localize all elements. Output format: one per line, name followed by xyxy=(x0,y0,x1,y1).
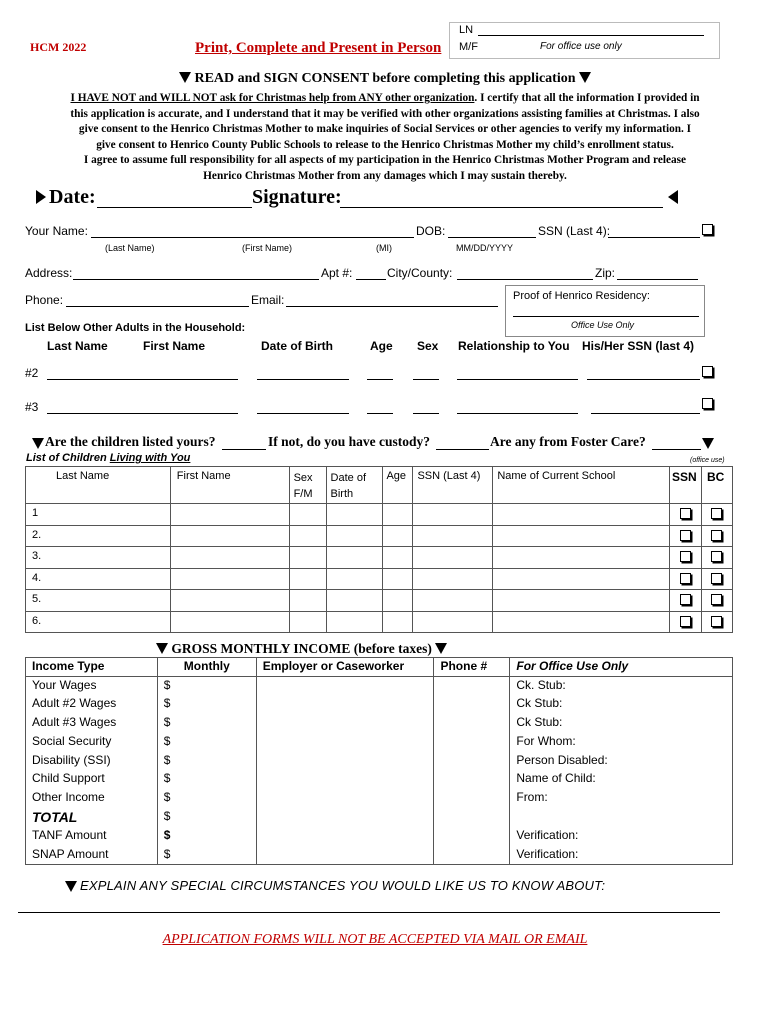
child-ssn-cell[interactable] xyxy=(413,568,493,590)
child-dob-cell[interactable] xyxy=(326,590,383,612)
child-ssn-checkbox[interactable] xyxy=(680,508,691,519)
income-employer-cell[interactable] xyxy=(256,714,434,733)
consent-line-4: give consent to Henrico County Public Schools to release to the Henrico Christmas Mother my child’s enrollment status. xyxy=(96,138,674,151)
address-field[interactable] xyxy=(73,279,319,280)
adult-row-label: #2 xyxy=(25,366,39,380)
triangle-down-icon xyxy=(65,880,77,894)
adult-row-label: #3 xyxy=(25,400,39,414)
triangle-down-icon xyxy=(702,437,714,451)
col-office-bc: BC xyxy=(701,467,732,504)
q-custody: If not, do you have custody? xyxy=(268,434,431,449)
child-first-name-cell[interactable] xyxy=(170,504,289,526)
dob-field[interactable] xyxy=(448,237,536,238)
last-name-hint: (Last Name) xyxy=(105,243,155,253)
child-bc-checkbox[interactable] xyxy=(711,508,722,519)
consent-line-1 xyxy=(0,91,770,107)
triangle-left-icon xyxy=(668,190,678,208)
income-office-cell xyxy=(510,733,733,752)
your-name-label: Your Name: xyxy=(25,224,88,238)
income-office-cell xyxy=(510,846,733,865)
office-check-cell xyxy=(669,568,701,590)
city-label: City/County: xyxy=(387,266,453,280)
income-row xyxy=(26,827,733,846)
child-row xyxy=(26,525,733,547)
child-row xyxy=(26,611,733,633)
city-field[interactable] xyxy=(457,279,593,280)
consent-heading-text: READ and SIGN CONSENT before completing this application xyxy=(194,71,576,86)
triangle-right-icon xyxy=(36,190,46,204)
child-school-cell[interactable] xyxy=(493,611,670,633)
child-dob-cell[interactable] xyxy=(326,611,383,633)
q-foster-care: Are any from Foster Care? xyxy=(490,434,646,449)
consent-text xyxy=(0,91,770,184)
child-bc-checkbox[interactable] xyxy=(711,594,722,605)
address-label: Address: xyxy=(25,266,73,280)
child-first-name-cell[interactable] xyxy=(170,568,289,590)
col-school: Name of Current School xyxy=(493,467,670,504)
income-heading-text: GROSS MONTHLY INCOME (before taxes) xyxy=(171,641,432,656)
income-monthly-cell[interactable] xyxy=(157,677,256,696)
child-row-number: 3. xyxy=(32,550,42,562)
adult-2-name-field[interactable] xyxy=(47,379,238,380)
income-monthly-cell-text: $ xyxy=(163,790,171,805)
income-office-cell xyxy=(510,752,733,771)
income-monthly-cell[interactable] xyxy=(157,752,256,771)
office-check-cell xyxy=(669,547,701,569)
ssn-field[interactable] xyxy=(608,237,700,238)
income-type-cell xyxy=(26,846,158,865)
child-bc-checkbox[interactable] xyxy=(711,573,722,584)
adult-3-relationship-field[interactable] xyxy=(457,413,578,414)
income-monthly-cell-text: $ xyxy=(163,696,171,711)
income-col-phone: Phone # xyxy=(434,658,510,677)
income-monthly-cell[interactable] xyxy=(157,695,256,714)
consent-pledge: I HAVE NOT and WILL NOT ask for Christmas help from ANY other organization xyxy=(70,92,475,104)
child-sex-cell[interactable] xyxy=(289,525,326,547)
adult-3-dob-field[interactable] xyxy=(257,413,349,414)
office-use-label: (office use) xyxy=(690,457,725,464)
income-row xyxy=(26,808,733,827)
consent-line-2: this application is accurate, and I understand that it may be verified with other organizations assisting families at Christmas. I also xyxy=(70,107,700,120)
adult-2-age-field[interactable] xyxy=(367,379,393,380)
income-office-cell-text: Verification: xyxy=(516,827,579,842)
child-bc-checkbox[interactable] xyxy=(711,530,722,541)
income-type-cell-text: SNAP Amount xyxy=(32,846,109,861)
child-age-cell[interactable] xyxy=(383,568,413,590)
adult-2-ssn-field[interactable] xyxy=(587,379,700,380)
child-school-cell[interactable] xyxy=(493,568,670,590)
q-children-yours-field[interactable] xyxy=(222,449,266,450)
child-last-name-cell[interactable] xyxy=(26,568,171,590)
triangle-down-icon xyxy=(435,643,447,654)
adults-col-last-name: Last Name xyxy=(47,339,108,353)
income-employer-cell[interactable] xyxy=(256,770,434,789)
income-type-cell xyxy=(26,752,158,771)
child-last-name-cell[interactable] xyxy=(26,590,171,612)
income-employer-cell[interactable] xyxy=(256,677,434,696)
income-row xyxy=(26,677,733,696)
income-employer-cell[interactable] xyxy=(256,808,434,827)
residency-label: Proof of Henrico Residency: xyxy=(513,290,650,302)
col-sex-line2: F/M xyxy=(293,488,313,500)
income-col-office: For Office Use Only xyxy=(510,658,733,677)
income-monthly-cell[interactable] xyxy=(157,846,256,865)
income-office-cell xyxy=(510,770,733,789)
apt-label: Apt #: xyxy=(321,266,353,280)
col-ssn: SSN (Last 4) xyxy=(413,467,493,504)
child-row-number: 5. xyxy=(32,593,42,605)
child-sex-cell[interactable] xyxy=(289,568,326,590)
form-title: Print, Complete and Present in Person xyxy=(195,40,442,56)
date-field[interactable] xyxy=(97,207,252,208)
adult-2-relationship-field[interactable] xyxy=(457,379,578,380)
income-phone-cell[interactable] xyxy=(434,733,510,752)
office-check-cell xyxy=(701,611,732,633)
adult-3-age-field[interactable] xyxy=(367,413,393,414)
signature-field[interactable] xyxy=(340,207,663,208)
income-office-cell-text: From: xyxy=(516,790,548,805)
income-type-cell xyxy=(26,677,158,696)
income-office-cell-text: Ck Stub: xyxy=(516,715,563,730)
col-dob-line1: Date of xyxy=(330,472,366,484)
child-sex-cell[interactable] xyxy=(289,611,326,633)
triangle-down-icon xyxy=(156,643,168,654)
triangle-down-icon xyxy=(32,437,44,451)
adults-col-sex: Sex xyxy=(417,339,439,353)
other-adults-heading: List Below Other Adults in the Household: xyxy=(25,322,246,334)
child-ssn-cell[interactable] xyxy=(413,547,493,569)
adult-2-sex-field[interactable] xyxy=(413,379,439,380)
income-col-type: Income Type xyxy=(26,658,158,677)
income-monthly-cell-text: $ xyxy=(163,733,171,748)
child-age-cell[interactable] xyxy=(383,547,413,569)
q-custody-field[interactable] xyxy=(436,449,489,450)
child-school-cell[interactable] xyxy=(493,547,670,569)
adults-col-relationship: Relationship to You xyxy=(458,339,570,353)
adults-col-first-name: First Name xyxy=(143,339,206,353)
child-sex-cell[interactable] xyxy=(289,590,326,612)
income-office-cell xyxy=(510,827,733,846)
child-row-number: 4. xyxy=(32,571,42,584)
income-type-cell-text: TANF Amount xyxy=(32,827,107,842)
income-employer-cell[interactable] xyxy=(256,733,434,752)
income-phone-cell[interactable] xyxy=(434,714,510,733)
income-monthly-cell-text: $ xyxy=(163,752,171,767)
income-office-cell-text: Verification: xyxy=(516,846,579,861)
col-sex xyxy=(289,467,326,504)
income-type-cell-text: Your Wages xyxy=(32,678,97,692)
income-employer-cell[interactable] xyxy=(256,695,434,714)
child-last-name-cell[interactable] xyxy=(26,611,171,633)
income-type-cell-text: Disability (SSI) xyxy=(32,752,111,767)
income-type-cell-text: Adult #3 Wages xyxy=(32,715,117,730)
zip-field[interactable] xyxy=(617,279,698,280)
income-monthly-cell-text: $ xyxy=(163,771,171,786)
income-phone-cell[interactable] xyxy=(434,846,510,865)
income-monthly-cell[interactable] xyxy=(157,770,256,789)
income-phone-cell[interactable] xyxy=(434,770,510,789)
phone-label: Phone: xyxy=(25,293,64,307)
child-school-cell[interactable] xyxy=(493,504,670,526)
ln-field xyxy=(478,35,704,36)
col-last-name: Last Name xyxy=(26,467,171,504)
income-phone-cell[interactable] xyxy=(434,827,510,846)
income-office-cell-text: For Whom: xyxy=(516,733,576,748)
child-bc-checkbox[interactable] xyxy=(711,551,722,562)
ssn-label: SSN (Last 4): xyxy=(538,224,611,238)
email-label: Email: xyxy=(251,293,285,307)
child-age-cell[interactable] xyxy=(383,504,413,526)
office-check-cell xyxy=(701,547,732,569)
income-employer-cell[interactable] xyxy=(256,789,434,808)
office-check-cell xyxy=(669,525,701,547)
income-phone-cell[interactable] xyxy=(434,789,510,808)
income-monthly-cell[interactable] xyxy=(157,714,256,733)
child-age-cell[interactable] xyxy=(383,611,413,633)
col-sex-line1: Sex xyxy=(293,472,313,484)
col-age: Age xyxy=(383,467,413,504)
child-bc-checkbox[interactable] xyxy=(711,616,722,627)
child-school-cell[interactable] xyxy=(493,590,670,612)
income-type-cell xyxy=(26,808,158,827)
office-use-header-box xyxy=(449,22,720,59)
income-monthly-cell-text: $ xyxy=(163,809,171,824)
col-dob-line2: Birth xyxy=(330,488,354,500)
income-col-monthly: Monthly xyxy=(157,658,256,677)
phone-field[interactable] xyxy=(66,306,249,307)
child-row-number: 2. xyxy=(32,528,42,541)
income-office-cell-text: Person Disabled: xyxy=(516,752,608,767)
income-type-cell-text: Social Security xyxy=(32,733,112,748)
child-row xyxy=(26,547,733,569)
email-field[interactable] xyxy=(286,306,498,307)
col-dob xyxy=(326,467,383,504)
income-monthly-cell-text: $ xyxy=(163,678,171,692)
child-ssn-checkbox[interactable] xyxy=(680,616,691,627)
children-title xyxy=(26,452,190,464)
income-type-cell xyxy=(26,770,158,789)
residency-note: Office Use Only xyxy=(571,320,635,330)
consent-heading xyxy=(0,71,770,87)
child-dob-cell[interactable] xyxy=(326,525,383,547)
child-ssn-checkbox[interactable] xyxy=(680,594,691,605)
office-check-cell xyxy=(669,504,701,526)
income-phone-cell[interactable] xyxy=(434,752,510,771)
income-type-cell-text: Other Income xyxy=(32,790,105,805)
col-office-ssn: SSN xyxy=(669,467,701,504)
income-type-cell-text: TOTAL xyxy=(32,809,78,826)
child-first-name-cell[interactable] xyxy=(170,611,289,633)
income-office-cell-text: Name of Child: xyxy=(516,771,596,786)
mail-email-notice: APPLICATION FORMS WILL NOT BE ACCEPTED VIA MAIL OR EMAIL xyxy=(162,932,588,947)
child-dob-cell[interactable] xyxy=(326,547,383,569)
income-type-cell xyxy=(26,733,158,752)
income-type-cell xyxy=(26,827,158,846)
mi-hint: (MI) xyxy=(376,243,392,253)
income-monthly-cell-text: $ xyxy=(163,846,171,861)
income-header-row xyxy=(26,658,733,677)
income-office-cell xyxy=(510,695,733,714)
adult-3-name-field[interactable] xyxy=(47,413,238,414)
income-type-cell xyxy=(26,695,158,714)
child-last-name-cell[interactable] xyxy=(26,525,171,547)
adult-3-ssn-field[interactable] xyxy=(591,413,700,414)
income-monthly-cell[interactable] xyxy=(157,808,256,827)
income-row xyxy=(26,846,733,865)
income-phone-cell[interactable] xyxy=(434,808,510,827)
child-age-cell[interactable] xyxy=(383,590,413,612)
income-office-cell xyxy=(510,808,733,827)
office-check-cell xyxy=(701,568,732,590)
office-check-cell xyxy=(701,590,732,612)
child-last-name-cell[interactable] xyxy=(26,547,171,569)
apt-field[interactable] xyxy=(356,279,386,280)
child-row-number: 6. xyxy=(32,614,42,627)
income-monthly-cell-text: $ xyxy=(163,827,171,842)
office-check-cell xyxy=(701,525,732,547)
q-foster-care-field[interactable] xyxy=(652,449,701,450)
adults-col-dob: Date of Birth xyxy=(261,339,333,353)
adults-col-ssn: His/Her SSN (last 4) xyxy=(582,339,695,353)
col-first-name: First Name xyxy=(170,467,289,504)
children-title-emphasis: Living with You xyxy=(109,452,191,464)
child-sex-cell[interactable] xyxy=(289,504,326,526)
child-row-number: 1 xyxy=(32,507,39,519)
income-row xyxy=(26,770,733,789)
special-circumstances-field[interactable] xyxy=(18,912,720,913)
income-row xyxy=(26,789,733,808)
office-use-note: For office use only xyxy=(540,41,622,52)
date-label: Date: xyxy=(49,186,96,208)
adults-col-age: Age xyxy=(370,339,393,353)
income-office-cell xyxy=(510,677,733,696)
residency-field[interactable] xyxy=(513,316,699,317)
special-circumstances-heading: EXPLAIN ANY SPECIAL CIRCUMSTANCES YOU WOULD LIKE US TO KNOW ABOUT: xyxy=(80,878,606,893)
zip-label: Zip: xyxy=(595,266,616,280)
child-dob-cell[interactable] xyxy=(326,504,383,526)
income-row xyxy=(26,695,733,714)
income-row xyxy=(26,714,733,733)
income-row xyxy=(26,733,733,752)
income-office-cell xyxy=(510,789,733,808)
income-monthly-cell[interactable] xyxy=(157,733,256,752)
child-dob-cell[interactable] xyxy=(326,568,383,590)
income-col-employer: Employer or Caseworker xyxy=(256,658,434,677)
child-last-name-cell[interactable] xyxy=(26,504,171,526)
income-type-cell xyxy=(26,714,158,733)
first-name-hint: (First Name) xyxy=(242,243,292,253)
child-sex-cell[interactable] xyxy=(289,547,326,569)
dob-hint: MM/DD/YYYY xyxy=(456,243,514,253)
consent-line-5: I agree to assume full responsibility for all aspects of my participation in the Henrico Christmas Mother Program and release xyxy=(83,154,687,166)
q-children-yours: Are the children listed yours? xyxy=(45,434,216,449)
adult-2-ssn-checkbox[interactable] xyxy=(702,366,713,377)
children-table xyxy=(25,466,733,633)
income-office-cell xyxy=(510,714,733,733)
consent-line-1-rest: . I certify that all the information I provided in xyxy=(474,92,700,104)
adult-3-sex-field[interactable] xyxy=(413,413,439,414)
income-office-cell-text: Ck Stub: xyxy=(516,696,563,711)
child-first-name-cell[interactable] xyxy=(170,547,289,569)
child-ssn-cell[interactable] xyxy=(413,590,493,612)
income-employer-cell[interactable] xyxy=(256,827,434,846)
mf-label: M/F xyxy=(459,41,478,53)
signature-label: Signature: xyxy=(252,186,342,208)
income-heading xyxy=(156,641,447,657)
income-employer-cell[interactable] xyxy=(256,752,434,771)
date-signature-row xyxy=(36,190,46,208)
income-type-cell-text: Adult #2 Wages xyxy=(32,696,117,711)
income-row xyxy=(26,752,733,771)
ln-label: LN xyxy=(459,24,474,36)
income-type-cell-text: Child Support xyxy=(32,771,105,786)
child-ssn-checkbox[interactable] xyxy=(680,573,691,584)
office-check-cell xyxy=(669,590,701,612)
child-ssn-checkbox[interactable] xyxy=(680,530,691,541)
child-ssn-cell[interactable] xyxy=(413,525,493,547)
form-code: HCM 2022 xyxy=(30,40,87,54)
child-row xyxy=(26,504,733,526)
triangle-down-icon xyxy=(579,72,591,83)
dob-label: DOB: xyxy=(416,224,446,238)
child-row xyxy=(26,568,733,590)
child-age-cell[interactable] xyxy=(383,525,413,547)
children-title-prefix: List of Children xyxy=(26,452,110,464)
income-type-cell xyxy=(26,789,158,808)
consent-line-3: give consent to the Henrico Christmas Mother to make inquiries of Social Services or other agencies to verify my information. I xyxy=(78,123,692,135)
office-check-cell xyxy=(701,504,732,526)
consent-line-6: Henrico Christmas Mother from any damages which I may sustain thereby. xyxy=(203,169,567,182)
triangle-down-icon xyxy=(179,72,191,83)
office-check-cell xyxy=(669,611,701,633)
income-table xyxy=(25,657,733,865)
income-monthly-cell-text: $ xyxy=(163,715,171,730)
child-ssn-cell[interactable] xyxy=(413,611,493,633)
child-first-name-cell[interactable] xyxy=(170,525,289,547)
child-first-name-cell[interactable] xyxy=(170,590,289,612)
income-monthly-cell[interactable] xyxy=(157,789,256,808)
income-phone-cell[interactable] xyxy=(434,695,510,714)
income-phone-cell[interactable] xyxy=(434,677,510,696)
child-ssn-checkbox[interactable] xyxy=(680,551,691,562)
ssn-checkbox[interactable] xyxy=(702,224,713,235)
adult-3-ssn-checkbox[interactable] xyxy=(702,398,713,409)
child-ssn-cell[interactable] xyxy=(413,504,493,526)
your-name-field[interactable] xyxy=(91,237,414,238)
income-office-cell-text: Ck. Stub: xyxy=(516,678,566,692)
income-monthly-cell[interactable] xyxy=(157,827,256,846)
child-school-cell[interactable] xyxy=(493,525,670,547)
adult-2-dob-field[interactable] xyxy=(257,379,349,380)
child-row xyxy=(26,590,733,612)
residency-proof-box xyxy=(505,285,705,337)
children-header-row xyxy=(26,467,733,504)
income-employer-cell[interactable] xyxy=(256,846,434,865)
